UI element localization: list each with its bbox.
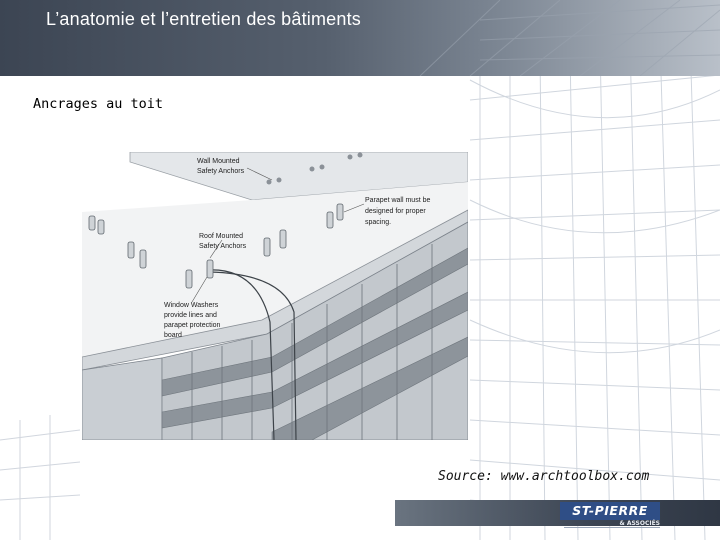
label-parapet-2: designed for proper — [365, 208, 426, 215]
footer-band — [395, 500, 720, 526]
label-roof-anchors-1: Roof Mounted — [199, 233, 243, 240]
label-parapet-3: spacing. — [365, 219, 392, 226]
st-pierre-logo — [560, 502, 660, 532]
label-washers-4: board — [164, 332, 182, 339]
roof-anchors-illustration — [82, 152, 468, 440]
label-wall-anchors-2: Safety Anchors — [197, 168, 245, 175]
source-caption: Source: www.archtoolbox.com — [438, 469, 650, 484]
slide-subtitle: Ancrages au toit — [33, 96, 164, 112]
logo-subtitle: & ASSOCIÉS — [619, 520, 660, 527]
title-bar — [0, 0, 720, 76]
logo-tagline-rule — [564, 527, 660, 531]
label-washers-2: provide lines and — [164, 312, 217, 319]
label-roof-anchors-2: Safety Anchors — [199, 243, 247, 250]
label-washers-1: Window Washers — [164, 302, 219, 309]
slide-title: L’anatomie et l’entretien des bâtiments — [46, 9, 361, 29]
label-washers-3: parapet protection — [164, 322, 221, 329]
building-diagram — [82, 152, 468, 440]
label-parapet-1: Parapet wall must be — [365, 197, 431, 204]
label-wall-anchors-1: Wall Mounted — [197, 158, 240, 165]
logo-name: ST-PIERRE — [560, 502, 660, 520]
